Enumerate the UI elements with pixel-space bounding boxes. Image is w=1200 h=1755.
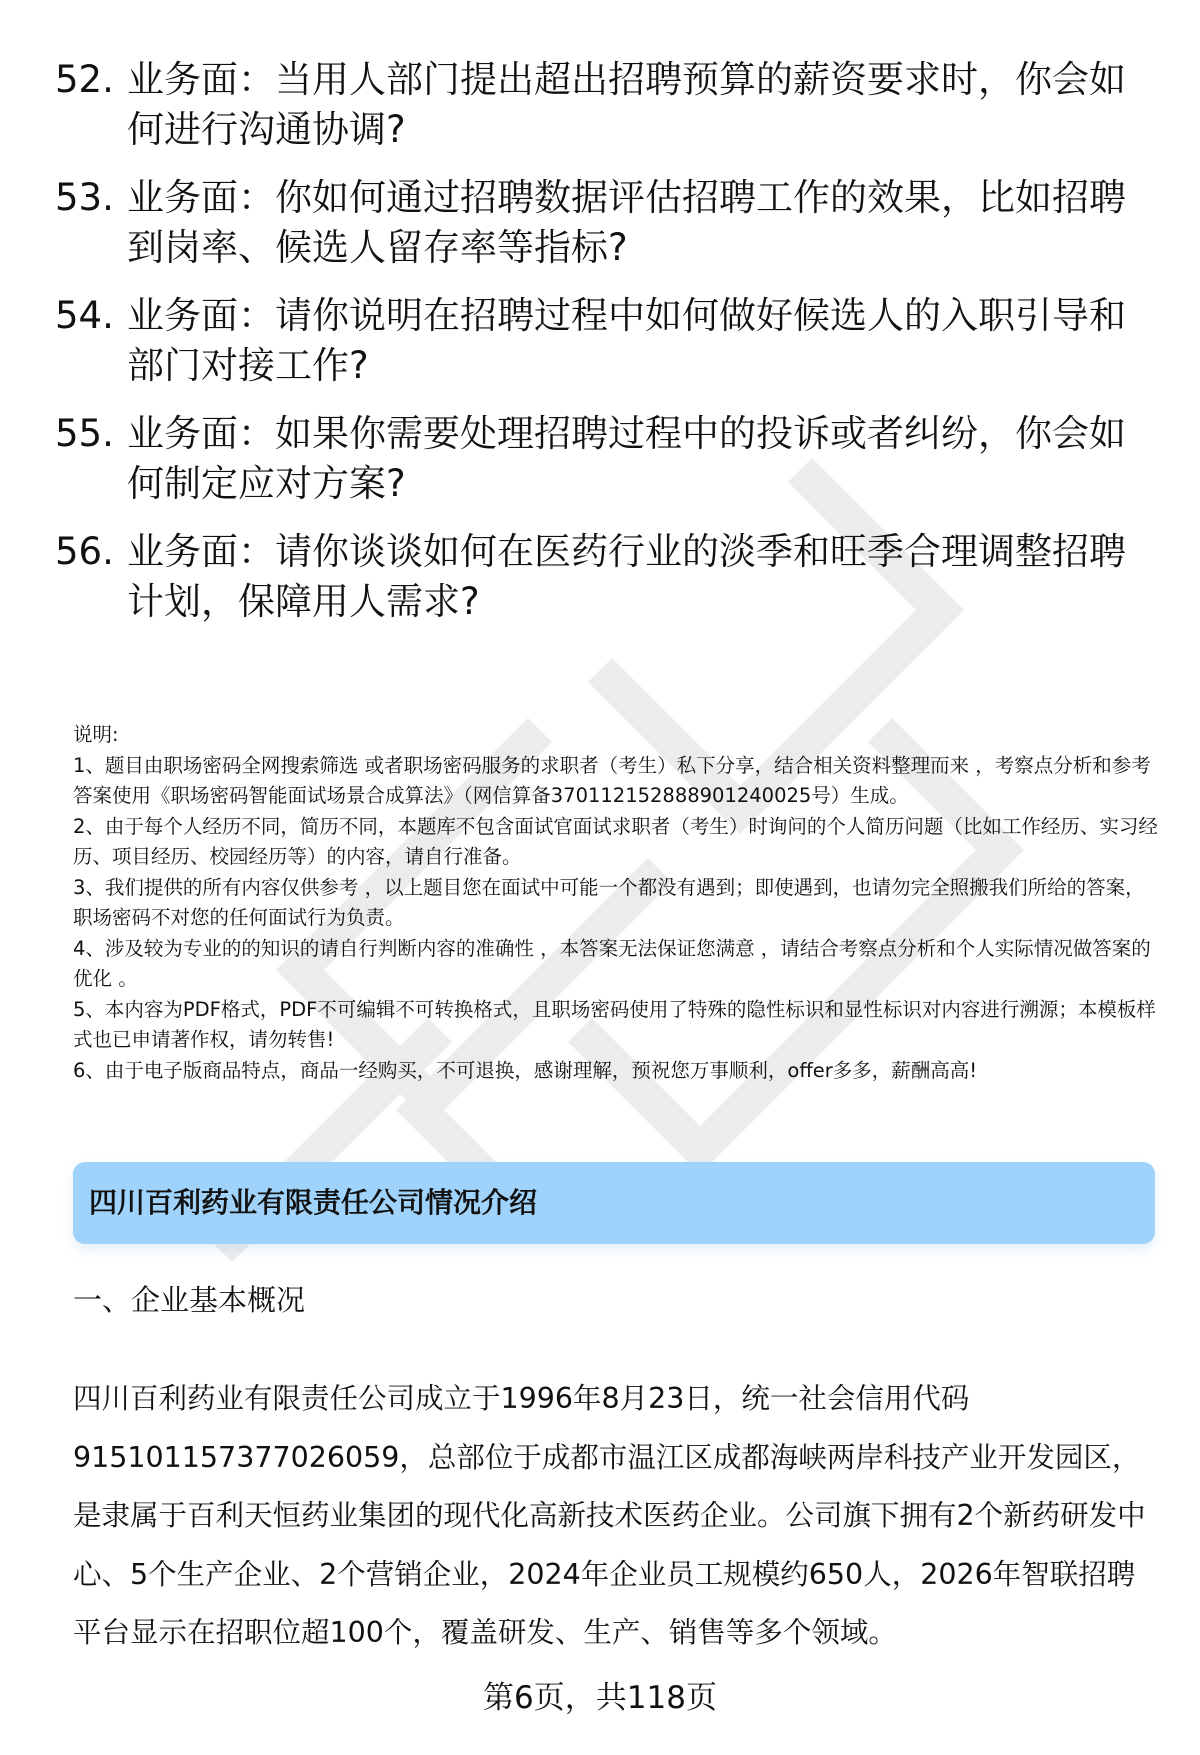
section-heading: 一、企业基本概况 <box>73 1283 306 1317</box>
question-item <box>55 173 1155 273</box>
question-number: 56. <box>55 530 114 573</box>
company-section-banner <box>73 1162 1155 1244</box>
note-item: 1、题目由职场密码全网搜索筛选 或者职场密码服务的求职者（考生）私下分享，结合相关资料整理而来 ，考察点分析和参考答案使用《职场密码智能面试场景合成算法》（网信算备370112152888901240025号）生成。 <box>73 753 1151 807</box>
question-text: 业务面：请你说明在招聘过程中如何做好候选人的入职引导和部门对接工作? <box>127 294 1126 387</box>
company-overview-paragraph <box>73 1370 1158 1663</box>
question-number: 55. <box>55 412 114 455</box>
note-item: 4、涉及较为专业的的知识的请自行判断内容的准确性 ，本答案无法保证您满意 ，请结合考察点分析和个人实际情况做答案的优化 。 <box>73 936 1151 990</box>
question-text: 业务面：如果你需要处理招聘过程中的投诉或者纠纷，你会如何制定应对方案? <box>127 412 1126 505</box>
note-item: 5、本内容为PDF格式，PDF不可编辑不可转换格式，且职场密码使用了特殊的隐性标识和显性标识对内容进行溯源；本模板样式也已申请著作权，请勿转售! <box>73 997 1156 1051</box>
question-text: 业务面：你如何通过招聘数据评估招聘工作的效果，比如招聘到岗率、候选人留存率等指标? <box>127 176 1126 269</box>
question-number: 53. <box>55 176 114 219</box>
question-number: 54. <box>55 294 114 337</box>
disclaimer-notes <box>73 720 1163 1086</box>
note-item: 2、由于每个人经历不同，简历不同，本题库不包含面试官面试求职者（考生）时询问的个人简历问题（比如工作经历、实习经历、项目经历、校园经历等）的内容，请自行准备。 <box>73 814 1158 868</box>
note-item: 6、由于电子版商品特点，商品一经购买，不可退换，感谢理解，预祝您万事顺利，offer多多，薪酬高高! <box>73 1058 978 1082</box>
question-item <box>55 527 1155 627</box>
question-number: 52. <box>55 58 114 101</box>
notes-title: 说明: <box>73 723 119 746</box>
question-text: 业务面：请你谈谈如何在医药行业的淡季和旺季合理调整招聘计划，保障用人需求? <box>127 530 1126 623</box>
page-number: 第6页，共118页 <box>483 1680 717 1716</box>
question-item <box>55 55 1155 155</box>
question-text: 业务面：当用人部门提出超出招聘预算的薪资要求时，你会如何进行沟通协调? <box>127 58 1126 151</box>
question-item <box>55 409 1155 509</box>
company-section-title: 四川百利药业有限责任公司情况介绍 <box>89 1186 538 1219</box>
question-item <box>55 291 1155 391</box>
note-item: 3、我们提供的所有内容仅供参考 ，以上题目您在面试中可能一个都没有遇到；即使遇到，也请勿完全照搬我们所给的答案，职场密码不对您的任何面试行为负责。 <box>73 875 1145 929</box>
paragraph-text: 四川百利药业有限责任公司成立于1996年8月23日，统一社会信用代码915101157377026059，总部位于成都市温江区成都海峡两岸科技产业开发园区，是隶属于百利天恒药业集团的现代化高新技术医药企业。公司旗下拥有2个新药研发中心、5个生产企业、2个营销企业，2024年企业员工规模约650人，2026年智联招聘平台显示在招职位超100个，覆盖研发、生产、销售等多个领域。 <box>73 1382 1146 1649</box>
